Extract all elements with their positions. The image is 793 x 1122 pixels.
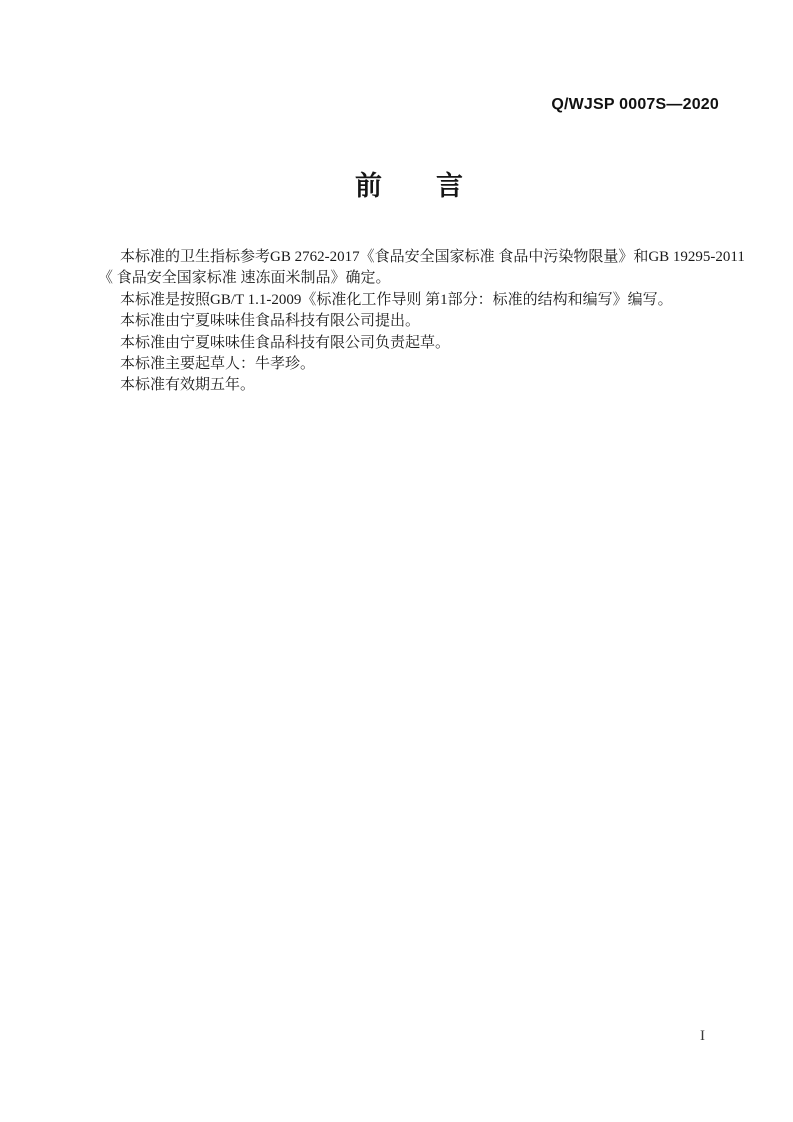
body-line: 本标准是按照GB/T 1.1-2009《标准化工作导则 第1部分：标准的结构和编写》编写。	[120, 291, 673, 308]
foreword-body	[98, 247, 758, 397]
body-line: 本标准的卫生指标参考GB 2762-2017《食品安全国家标准 食品中污染物限量》和GB 19295-2011	[120, 249, 745, 265]
page-title: 前 言	[355, 171, 463, 201]
body-line: 本标准主要起草人：牛孝珍。	[120, 356, 316, 373]
body-line: 《 食品安全国家标准 速冻面米制品》确定。	[98, 270, 391, 287]
standard-number: Q/WJSP 0007S—2020	[551, 96, 719, 113]
body-line: 本标准有效期五年。	[120, 377, 256, 394]
body-line: 本标准由宁夏味味佳食品科技有限公司负责起草。	[120, 334, 451, 351]
body-line: 本标准由宁夏味味佳食品科技有限公司提出。	[120, 313, 421, 330]
page-number: I	[700, 1028, 705, 1044]
